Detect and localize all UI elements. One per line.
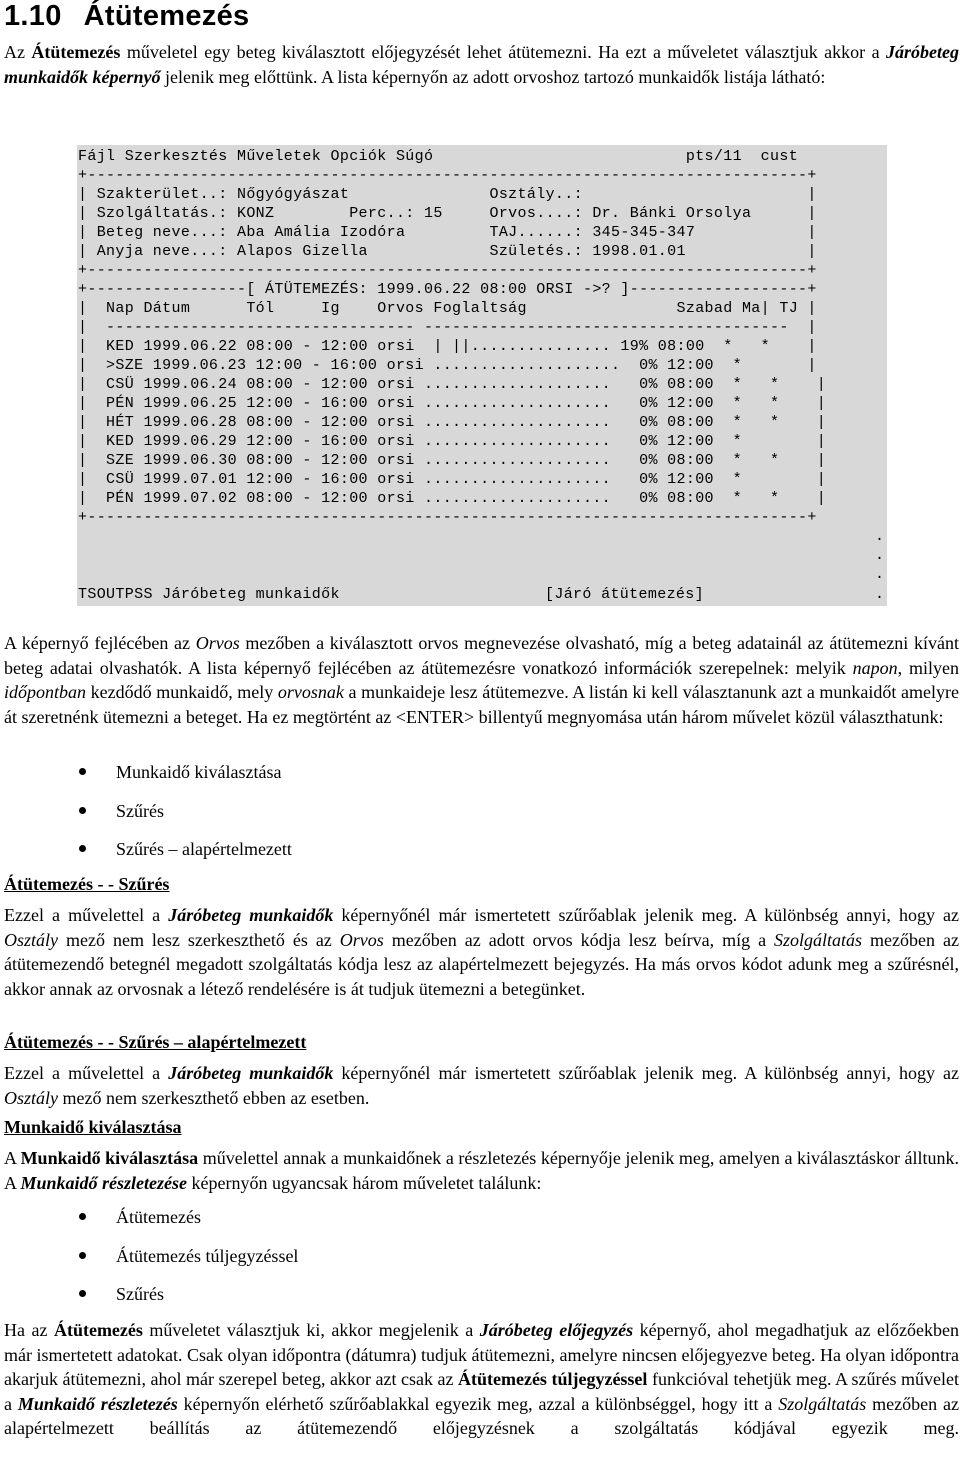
text-run: képernyő, ahol megadhatjuk az előzőekben már ismertetett adatokat. Csak olyan időpontra (dátumra) tudjuk átütemezni, amelyre nincsen előjegyezve beteg. Ha olyan időpontra akarjuk átütemezni, ahol már szerepel beteg, akkor azt csak az (4, 1320, 960, 1389)
section-title-text: Átütemezés (83, 0, 250, 32)
field-name: Szolgáltatás (774, 929, 863, 950)
emphasis: időpontban (4, 682, 87, 702)
field-name: Orvos (339, 929, 384, 950)
paragraph-4 (4, 1061, 959, 1110)
paragraph-2 (4, 631, 959, 729)
field-name: Osztály (4, 1087, 58, 1108)
text-run: , milyen (897, 657, 959, 678)
terminal-list-row[interactable]: | HÉT 1999.06.28 08:00 - 12:00 orsi .................... 0% 08:00 * * | (78, 414, 827, 431)
text-run: jelenik meg előttünk. A lista képernyőn az adott orvoshoz tartozó munkaidők listája látható: (160, 66, 826, 87)
terminal-header-row: | Szakterület..: Nőgyógyászat Osztály..: | (78, 186, 817, 203)
text-run: mezőben az alapértelmezett beállítás az átütemezendő előjegyzésnek a szolgáltatás kódjával egyezik meg. (4, 1393, 960, 1438)
terminal-menubar: Fájl Szerkesztés Műveletek Opciók Súgó pts/11 cust (78, 148, 799, 165)
screen-name: Járóbeteg munkaidők képernyő (4, 42, 959, 87)
bullet-item: Átütemezés túljegyzéssel (0, 1244, 298, 1283)
subheading-munkaido-kivalasztasa: Munkaidő kiválasztása (4, 1117, 182, 1137)
terminal-list-row[interactable]: | PÉN 1999.06.25 12:00 - 16:00 orsi .................... 0% 12:00 * * | (78, 395, 827, 412)
terminal-list-row-selected[interactable]: | >SZE 1999.06.23 12:00 - 16:00 orsi .................... 0% 12:00 * | (78, 357, 817, 374)
terminal-dot: . (874, 566, 884, 583)
terminal-header-row: | Szolgáltatás.: KONZ Perc..: 15 Orvos....: Dr. Bánki Orsolya | (78, 205, 817, 222)
section-title (4, 0, 249, 33)
section-number: 1.10 (4, 0, 62, 32)
text-run: Ha az (4, 1320, 54, 1340)
intro-paragraph (4, 40, 959, 89)
text-run: mező nem lesz szerkeszthető és az (58, 929, 340, 950)
terminal-header-row: | Beteg neve...: Aba Amália Izodóra TAJ......: 345-345-347 | (78, 224, 817, 241)
text-run: mezőben az átütemezendő betegnél megadott szolgáltatás kódja lesz az alapértelmezett bejegyzés. Ha más orvos kódot adunk meg a szűrésnél, akkor annak az orvosnak a létező rendelésére is át tudjuk ütemezni a betegünket. (4, 929, 959, 999)
paragraph-5 (4, 1146, 959, 1195)
field-name: Osztály (4, 929, 58, 950)
bold-term: Átütemezés (31, 42, 121, 62)
terminal-border: +-----------------------------------------------------------------------------+ (78, 509, 817, 526)
bullet-list-1 (0, 760, 292, 876)
field-name: Szolgáltatás (778, 1393, 867, 1414)
bold-term: Átütemezés (53, 1320, 143, 1340)
text-run: A (4, 1148, 21, 1168)
text-run: Az (4, 42, 32, 62)
screen-name: Járóbeteg előjegyzés (479, 1320, 634, 1340)
screen-name: Munkaidő részletezése (20, 1172, 188, 1193)
terminal-list-row[interactable]: | SZE 1999.06.30 08:00 - 12:00 orsi .................... 0% 08:00 * * | (78, 452, 827, 469)
text-run: képernyőnél már ismertetett szűrőablak jelenik meg. A különbség annyi, hogy az (333, 1063, 960, 1083)
text-run: művelettel annak a munkaidőnek a részletezés képernyője jelenik meg, amelyen a kiválasztáskor álltunk. A (4, 1148, 959, 1193)
text-run: a munkaideje lesz átütemezve. A listán ki kell választanunk azt a munkaidőt amelyre át szeretnénk ütemezni a beteget. Ha ez megtörtént az <ENTER> billentyű megnyomása után három művelet közül választhatunk: (4, 682, 959, 727)
bullet-item: Átütemezés (0, 1205, 298, 1244)
terminal-header-row: | Anyja neve...: Alapos Gizella Születés.: 1998.01.01 | (78, 243, 817, 260)
text-run: műveletel egy beteg kiválasztott előjegyzését lehet átütemezni. Ha ezt a műveletet választjuk akkor a (120, 42, 886, 62)
text-run: képernyőnél már ismertetett szűrőablak jelenik meg. A különbség annyi, hogy az (333, 905, 960, 925)
terminal-list-row[interactable]: | CSÜ 1999.06.24 08:00 - 12:00 orsi .................... 0% 08:00 * * | (78, 376, 827, 393)
terminal-border: +-----------------------------------------------------------------------------+ (78, 262, 817, 279)
terminal-dot: . (874, 528, 884, 545)
bold-term: Átütemezés túljegyzéssel (457, 1369, 648, 1389)
terminal-list-row[interactable]: | KED 1999.06.22 08:00 - 12:00 orsi | ||............... 19% 08:00 * * | (78, 338, 817, 355)
screen-name: Járóbeteg munkaidők (168, 905, 334, 925)
terminal-list-row[interactable]: | CSÜ 1999.07.01 12:00 - 16:00 orsi .................... 0% 12:00 * | (78, 471, 827, 488)
field-name: Orvos (195, 633, 240, 653)
terminal-status-left: TSOUTPSS Járóbeteg munkaidők (78, 586, 340, 603)
terminal-list-row[interactable]: | KED 1999.06.29 12:00 - 16:00 orsi .................... 0% 12:00 * | (78, 433, 827, 450)
bullet-item: Szűrés – alapértelmezett (0, 837, 292, 876)
subheading-szures: Átütemezés - - Szűrés (4, 874, 170, 894)
text-run: Ezzel a művelettel a (4, 905, 169, 925)
bold-term: Munkaidő kiválasztása (20, 1148, 199, 1168)
bullet-item: Szűrés (0, 799, 292, 838)
emphasis: orvosnak (277, 682, 344, 702)
screen-name: Járóbeteg munkaidők (168, 1063, 334, 1083)
text-run: képernyőn elérhető szűrőablakkal egyezik meg, azzal a különbséggel, hogy itt a (177, 1393, 779, 1414)
text-run: képernyőn ugyancsak három műveletet találunk: (187, 1172, 542, 1193)
terminal-separator: | --------------------------------- --------------------------------------- | (78, 319, 817, 336)
text-run: mezőben a kiválasztott orvos megnevezése olvasható, míg a beteg adatainál az átütemezni kívánt beteg adatai olvashatók. A lista képernyő fejlécében az átütemezésre vonatkozó információk szerepelnek: melyik (4, 633, 959, 678)
terminal-screenshot (77, 145, 887, 606)
terminal-list-row[interactable]: | PÉN 1999.07.02 08:00 - 12:00 orsi .................... 0% 08:00 * * | (78, 490, 827, 507)
terminal-status-right: [Járó átütemezés] (545, 586, 704, 603)
paragraph-6 (4, 1318, 959, 1441)
bullet-list-2 (0, 1205, 298, 1321)
bullet-item: Munkaidő kiválasztása (0, 760, 292, 799)
text-run: Ezzel a művelettel a (4, 1063, 169, 1083)
terminal-border: +-----------------------------------------------------------------------------+ (78, 167, 817, 184)
terminal-column-headers: | Nap Dátum Tól Ig Orvos Foglaltság Szabad Ma| TJ | (78, 300, 817, 317)
text-run: mezőben az adott orvos kódja lesz beírva, míg a (383, 929, 775, 950)
screen-name: Munkaidő részletezés (17, 1393, 178, 1414)
terminal-list-title: +-----------------[ ÁTÜTEMEZÉS: 1999.06.22 08:00 ORSI ->? ]-------------------+ (78, 281, 817, 298)
paragraph-3 (4, 903, 959, 1001)
subheading-szures-alapertelmezett: Átütemezés - - Szűrés – alapértelmezett (4, 1032, 307, 1052)
terminal-dot: . (874, 547, 884, 564)
text-run: műveletet választjuk ki, akkor megjelenik a (142, 1320, 480, 1340)
text-run: funkcióval tehetjük meg. A szűrés művelet a (4, 1369, 959, 1414)
text-run: kezdődő munkaidő, mely (86, 682, 278, 702)
text-run: A képernyő fejlécében az (4, 633, 196, 653)
text-run: mező nem szerkeszthető ebben az esetben. (58, 1087, 370, 1108)
bullet-item: Szűrés (0, 1282, 298, 1321)
emphasis: napon (852, 657, 898, 678)
terminal-dot: . (874, 586, 884, 603)
